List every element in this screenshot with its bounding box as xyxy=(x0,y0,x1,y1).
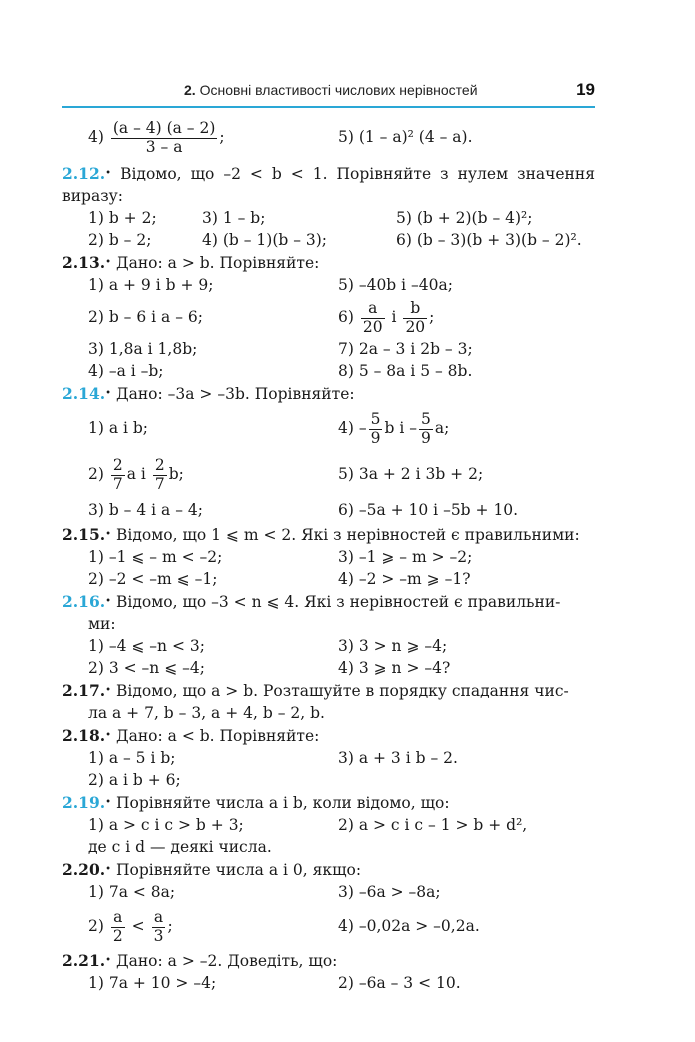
exercise-2-18: 2.18.• Дано: a < b. Порівняйте: xyxy=(62,726,320,745)
exercise-list xyxy=(62,112,595,994)
items-row: 4) –a і –b; 8) 5 – 8a і 5 – 8b. xyxy=(88,362,473,380)
exercise-number: 2.17. xyxy=(62,681,106,700)
exercise-text: Відомо, що 1 ⩽ m < 2. Які з нерівностей є правильними: xyxy=(116,526,580,544)
section-number: 2. xyxy=(184,82,196,98)
exercise-2-21: 2.21.• Дано: a > –2. Доведіть, що: xyxy=(62,951,338,970)
exercise-text: Порівняйте числа a і b, коли відомо, що: xyxy=(116,794,450,812)
items-row: 2) $\frac{2}{7}$ a і $\frac{2}{7}$ b; 5) 3a + 2 і 3b + 2; xyxy=(62,451,595,497)
exercise-2-17: 2.17.• Відомо, що a > b. Розташуйте в порядку спадання чис- ла a + 7, b – 3, a + 4, b – 2, b. xyxy=(62,680,595,724)
items-row: 2) a і b + 6; xyxy=(88,771,181,789)
fraction: $\frac{5}{9}$ xyxy=(420,409,431,447)
exercise-2-12: 2.12.• Відомо, що –2 < b < 1. Порівняйте з нулем значення виразу: xyxy=(62,164,596,205)
running-header xyxy=(62,80,595,108)
exercise-2-15: 2.15.• Відомо, що 1 ⩽ m < 2. Які з нерівностей є правильними: xyxy=(62,525,580,544)
items-row: 2) 3 < –n ⩽ –4; 4) 3 ⩾ n > –4? xyxy=(88,659,451,677)
fraction: $\frac{a}{3}$ xyxy=(153,907,164,945)
exercise-number: 2.15. xyxy=(62,525,106,544)
item-5: 5) (1 – a)² (4 – a). xyxy=(338,128,473,146)
items-row: 2) –2 < –m ⩽ –1; 4) –2 > –m ⩾ –1? xyxy=(88,570,471,588)
exercise-text: Порівняйте числа a і 0, якщо: xyxy=(116,861,362,879)
exercise-number: 2.21. xyxy=(62,951,106,970)
items-row: 2) $\frac{a}{2}$ < $\frac{a}{3}$ ; 4) –0,02a > –0,2a. xyxy=(62,903,595,949)
exercise-number: 2.14. xyxy=(62,384,106,403)
items-row: 3) b – 4 і a – 4; 6) –5a + 10 і –5b + 10. xyxy=(88,501,519,519)
items-row: 1) a > c і c > b + 3; 2) a > c і c – 1 > b + d², xyxy=(88,816,528,834)
fraction: $\frac{(a - 4) (a - 2)}{3 - a}$ xyxy=(112,118,216,156)
exercise-text: Дано: a < b. Порівняйте: xyxy=(116,727,320,745)
items-row: 1) b + 2; 3) 1 – b; 5) (b + 2)(b – 4)²; xyxy=(88,209,533,227)
exercise-text: Дано: a > –2. Доведіть, що: xyxy=(116,952,338,970)
fraction: $\frac{a}{20}$ xyxy=(362,298,383,336)
items-row: 1) 7a + 10 > –4; 2) –6a – 3 < 10. xyxy=(88,974,461,992)
exercise-2-20: 2.20.• Порівняйте числа a і 0, якщо: xyxy=(62,860,362,879)
items-row: 1) a – 5 і b; 3) a + 3 і b – 2. xyxy=(88,749,458,767)
items-row: 1) –1 ⩽ – m < –2; 3) –1 ⩾ – m > –2; xyxy=(88,548,473,566)
items-row: 2) b – 2; 4) (b – 1)(b – 3); 6) (b – 3)(b + 3)(b – 2)². xyxy=(88,231,582,249)
items-row: 1) a і b; 4) – $\frac{5}{9}$ b і – $\frac{5}{9}$ a; xyxy=(62,405,595,451)
fraction: $\frac{b}{20}$ xyxy=(405,298,426,336)
exercise-number: 2.20. xyxy=(62,860,106,879)
items-row: 1) –4 ⩽ –n < 3; 3) 3 > n ⩾ –4; xyxy=(88,637,448,655)
exercise-number: 2.13. xyxy=(62,253,106,272)
exercise-2-14: 2.14.• Дано: –3a > –3b. Порівняйте: xyxy=(62,384,355,403)
fraction: $\frac{5}{9}$ xyxy=(370,409,381,447)
items-row: 1) 7a < 8a; 3) –6a > –8a; xyxy=(88,883,441,901)
page-number: 19 xyxy=(576,80,595,99)
items-row: 2) b – 6 і a – 6; 6) $\frac{a}{20}$ і $\frac{b}{20}$ ; xyxy=(62,296,595,338)
exercise-text: Відомо, що –2 < b < 1. Порівняйте з нулем значення виразу: xyxy=(62,165,596,205)
exercise-text-cont: ла a + 7, b – 3, a + 4, b – 2, b. xyxy=(88,704,325,722)
item-4: 4) $\frac{(a - 4) (a - 2)}{3 - a}$ ; xyxy=(88,118,225,156)
exercise-2-13: 2.13.• Дано: a > b. Порівняйте: xyxy=(62,253,320,272)
exercise-text: Відомо, що a > b. Розташуйте в порядку спадання чис- xyxy=(116,682,569,700)
exercise-number: 2.18. xyxy=(62,726,106,745)
section-title xyxy=(184,82,478,98)
items-row: де c і d — деякі числа. xyxy=(88,838,272,856)
exercise-number: 2.12. xyxy=(62,164,106,183)
exercise-text: Відомо, що –3 < n ⩽ 4. Які з нерівностей є правильни- xyxy=(116,593,561,611)
item-6: 6) $\frac{a}{20}$ і $\frac{b}{20}$ ; xyxy=(338,298,435,336)
items-row: 3) 1,8a і 1,8b; 7) 2a – 3 і 2b – 3; xyxy=(88,340,473,358)
exercise-text-cont: ми: xyxy=(88,615,116,633)
fraction: $\frac{a}{2}$ xyxy=(112,907,123,945)
item-2: 2) $\frac{a}{2}$ < $\frac{a}{3}$ ; xyxy=(88,907,173,945)
items-row: 1) a + 9 і b + 9; 5) –40b і –40a; xyxy=(88,276,453,294)
exercise-text: Дано: a > b. Порівняйте: xyxy=(116,254,320,272)
fraction: $\frac{2}{7}$ xyxy=(112,455,123,493)
exercise-number: 2.19. xyxy=(62,793,106,812)
prev-items-row xyxy=(62,112,595,162)
exercise-number: 2.16. xyxy=(62,592,106,611)
section-name: Основні властивості числових нерівностей xyxy=(199,82,478,98)
exercise-2-19: 2.19.• Порівняйте числа a і b, коли відомо, що: xyxy=(62,793,450,812)
item-2: 2) $\frac{2}{7}$ a і $\frac{2}{7}$ b; xyxy=(88,455,184,493)
item-4: 4) – $\frac{5}{9}$ b і – $\frac{5}{9}$ a; xyxy=(338,409,450,447)
fraction: $\frac{2}{7}$ xyxy=(154,455,165,493)
exercise-text: Дано: –3a > –3b. Порівняйте: xyxy=(116,385,355,403)
exercise-2-16: 2.16.• Відомо, що –3 < n ⩽ 4. Які з нерівностей є правильни- ми: xyxy=(62,591,595,635)
